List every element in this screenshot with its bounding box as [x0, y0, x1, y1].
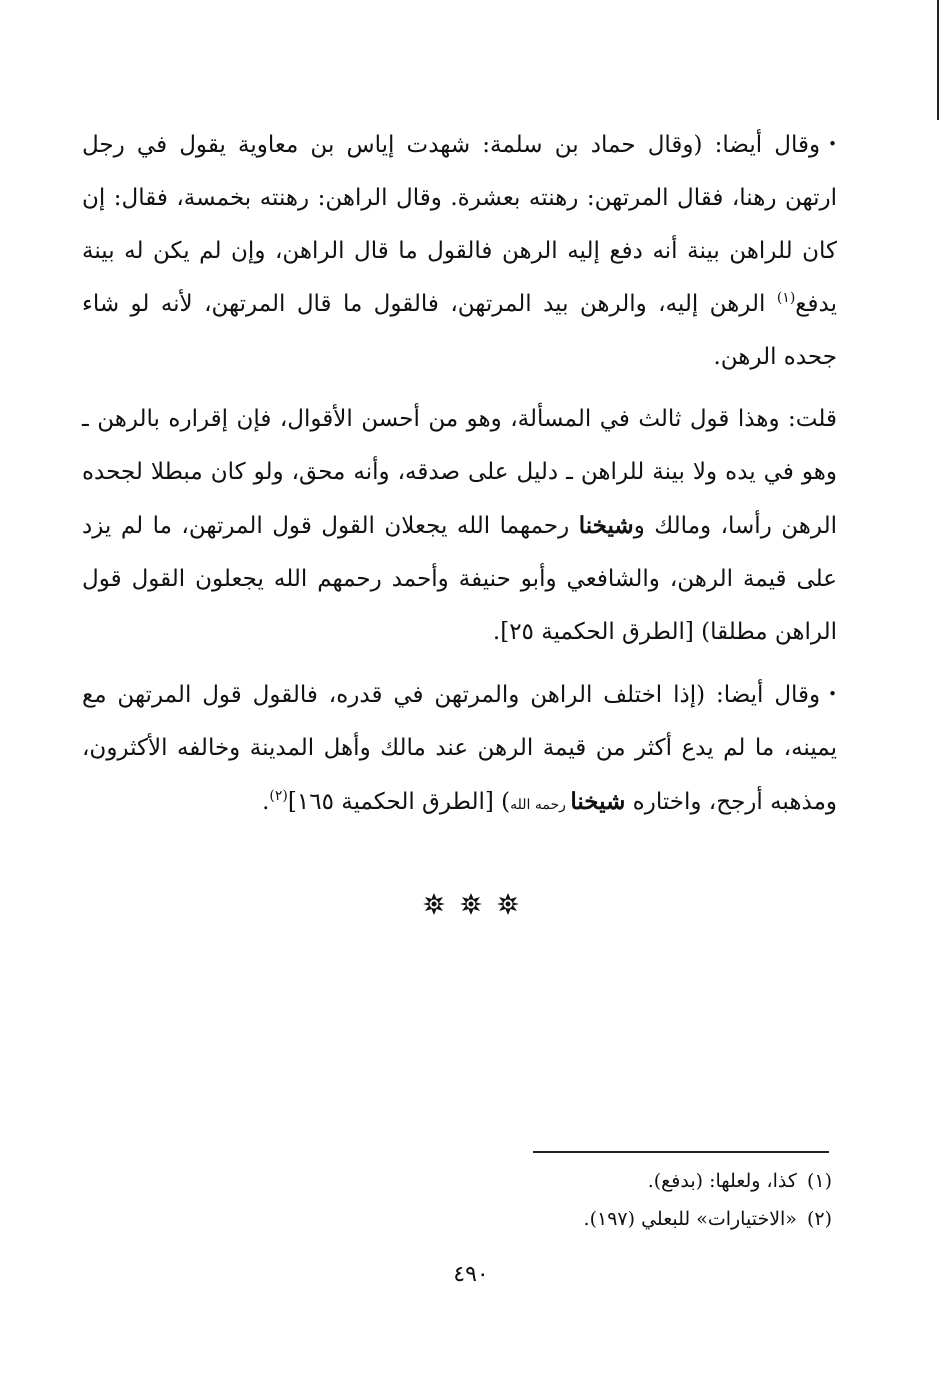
- paragraph-3-text-part-3: .: [262, 789, 270, 815]
- footnote-2-text: «الاختيارات» للبعلي (١٩٧).: [583, 1208, 797, 1230]
- footnotes: [82, 1162, 832, 1238]
- page-edge-line: [937, 0, 939, 120]
- footnote-2-number: (٢): [806, 1208, 832, 1230]
- paragraph-2: [82, 393, 837, 659]
- footnote-separator: [533, 1151, 829, 1153]
- star-ornament-icon: [460, 893, 482, 915]
- footnote-ref-1[interactable]: (١): [776, 290, 796, 306]
- footnote-1: [82, 1162, 832, 1200]
- honorific-glyph: رحمه الله: [510, 797, 571, 813]
- paragraph-2-text-part-1: قلت: وهذا قول ثالث في المسألة، وهو من أحسن الأقوال، فإن إقراره بالرهن ـ وهو في يده ولا بينة للراهن ـ دليل على صدقه، وأنه محق، ولو كان مبطلا لجحده الرهن رأسا، ومالك و: [82, 406, 838, 539]
- paragraph-3: [82, 668, 837, 832]
- footnote-ref-2[interactable]: (٢): [269, 788, 288, 804]
- paragraph-1-text-part-2: الرهن إليه، والرهن بيد المرتهن، فالقول ما قال المرتهن، لأنه لو شاء جحده الرهن.: [82, 291, 837, 370]
- star-ornament-icon: [423, 893, 445, 915]
- main-text: [82, 118, 837, 832]
- star-ornament-icon: [497, 893, 519, 915]
- paragraph-1-text-part-1: وقال أيضا: (وقال حماد بن سلمة: شهدت إياس بن معاوية يقول في رجل ارتهن رهنا، فقال المرتهن: رهنته بعشرة. وقال الراهن: رهنته بخمسة، فقال: إن كان للراهن بينة أنه دفع إليه الرهن فالقول ما قال الراهن، وإن لم يكن له بينة يدفع: [82, 132, 837, 317]
- paragraph-3-text-part-2: ) [الطرق الحكمية ١٦٥]: [287, 789, 511, 815]
- paragraph-3-text-part-1: وقال أيضا: (إذا اختلف الراهن والمرتهن في قدره، فالقول قول المرتهن مع يمينه، ما لم يدع أكثر من قيمة الرهن عند مالك وأهل المدينة وخالفه الأكثرون، ومذهبه أرجح، واختاره: [82, 682, 837, 815]
- footnote-2: [82, 1200, 832, 1238]
- footnote-1-text: كذا، ولعلها: (بدفع).: [647, 1170, 797, 1192]
- section-divider-ornaments: [0, 893, 942, 919]
- page-number: ٤٩٠: [453, 1262, 489, 1287]
- paragraph-3-bold-term: شيخنا: [570, 788, 626, 815]
- footnote-1-number: (١): [806, 1170, 832, 1192]
- paragraph-1: [82, 118, 837, 384]
- bullet-icon: •: [828, 685, 837, 703]
- paragraph-2-text-part-2: رحمهما الله يجعلان القول قول المرتهن، ما لم يزد على قيمة الرهن، والشافعي وأبو حنيفة وأحمد رحمهم الله يجعلون القول قول الراهن مطلقا) [الطرق الحكمية ٢٥].: [82, 513, 837, 645]
- bullet-icon: •: [828, 135, 837, 153]
- paragraph-2-bold-term: شيخنا: [578, 512, 634, 539]
